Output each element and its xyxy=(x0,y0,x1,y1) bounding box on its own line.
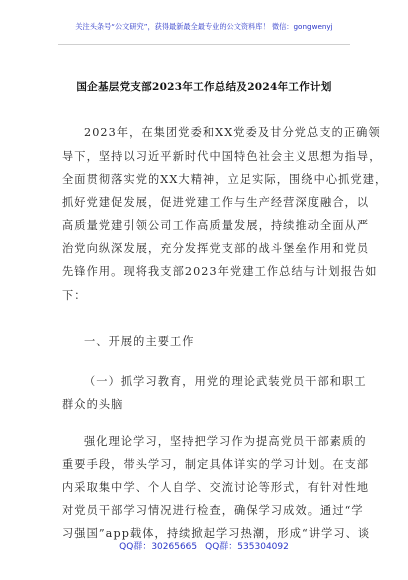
subsection-heading-continued: 群众的头脑 xyxy=(62,398,124,411)
footer-qq-group-1: QQ群：30265665 xyxy=(119,542,198,552)
paragraph-line: 对党员干部学习情况进行检查，确保学习成效。通过“学 xyxy=(62,504,364,517)
paragraph-line: 内采取集中学、个人自学、交流讨论等形式，有针对性地 xyxy=(62,481,370,494)
paragraph-line: 导下，坚持以习近平新时代中国特色社会主义思想为指导， xyxy=(62,150,382,163)
paragraph-line: 抓好党建促发展，促进党建工作与生产经营深度融合，以 xyxy=(62,196,370,209)
section-heading: 一、开展的主要工作 xyxy=(84,335,195,348)
paragraph-line: 高质量党建引领公司工作高质量发展，持续推动全面从严 xyxy=(62,219,370,232)
header-divider xyxy=(58,44,350,45)
footer-contact xyxy=(0,539,408,552)
subsection-heading: （一）抓学习教育，用党的理论武装党员干部和职工 xyxy=(84,375,367,388)
paragraph-line: 治党向纵深发展，充分发挥党支部的战斗堡垒作用和党员 xyxy=(62,242,370,255)
paragraph-line: 强化理论学习，坚持把学习作为提高党员干部素质的 xyxy=(84,435,367,448)
paragraph-line: 下： xyxy=(62,289,87,302)
paragraph-line: 全面贯彻落实党的XX大精神，立足实际，围绕中心抓党建， xyxy=(62,173,388,186)
paragraph-line: 先锋作用。现将我支部2023年党建工作总结与计划报告如 xyxy=(62,265,378,278)
footer-qq-group-2: QQ群：535304092 xyxy=(205,542,289,552)
header-note: 关注头条号“公文研究”，获得最新最全最专业的公文资料库！ 微信：gongwenyj xyxy=(75,22,333,31)
paragraph-line: 习强国”app载体，持续掀起学习热潮，形成“讲学习、谈 xyxy=(62,527,371,540)
document-title: 国企基层党支部2023年工作总结及2024年工作计划 xyxy=(76,81,332,93)
paragraph-line: 重要手段，带头学习，制定具体详实的学习计划。在支部 xyxy=(62,458,370,471)
paragraph-line: 2023年，在集团党委和XX党委及甘分党总支的正确领 xyxy=(84,126,381,139)
